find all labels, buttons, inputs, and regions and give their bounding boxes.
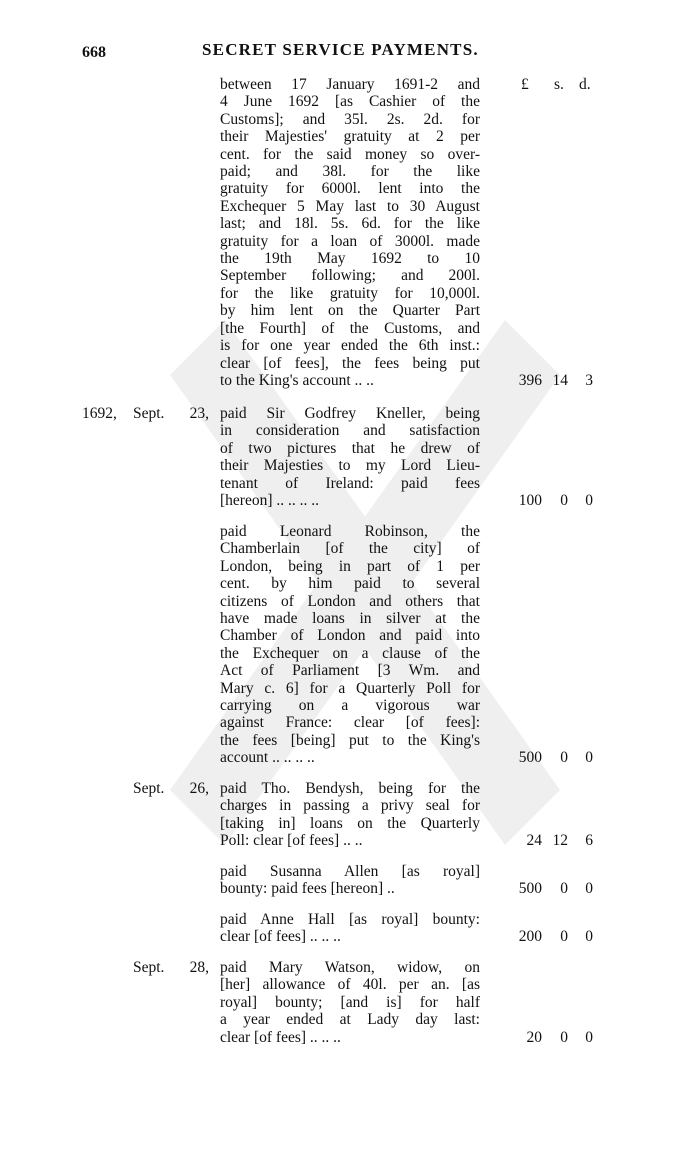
entry-text	[220, 959, 480, 1046]
text-line: between 17 January 1691-2 and	[220, 76, 480, 93]
text-line: clear [of fees], the fees being put	[220, 354, 480, 372]
text-line: [her] allowance of 40l. per an. [as	[220, 976, 480, 994]
text-line: paid Susanna Allen [as royal]	[220, 863, 480, 880]
pounds-column-header: £	[521, 76, 529, 93]
date-year: 1692,	[82, 405, 117, 422]
amount-pounds: 20	[526, 1029, 542, 1046]
amount-shillings: 0	[560, 880, 568, 897]
text-line: gratuity for 6000l. lent into the	[220, 180, 480, 198]
running-head: SECRET SERVICE PAYMENTS.	[202, 40, 479, 59]
text-line: [hereon] .. .. .. ..	[220, 492, 319, 510]
amount-pounds: 100	[518, 492, 542, 509]
entry-text	[220, 863, 480, 898]
amount-pence: 0	[585, 749, 593, 766]
text-line: paid; and 38l. for the like	[220, 163, 480, 181]
text-line: citizens of London and others that	[220, 592, 480, 610]
text-line: of two pictures that he drew of	[220, 439, 480, 457]
text-line: cent. for the said money so over-	[220, 145, 480, 163]
text-line: London, being in part of 1 per	[220, 557, 480, 575]
date-month: Sept.	[133, 959, 165, 976]
pence-column-header: d.	[579, 76, 591, 93]
amount-shillings: 12	[552, 832, 568, 849]
text-line: paid Anne Hall [as royal] bounty:	[220, 911, 480, 928]
entry-text	[220, 911, 480, 946]
text-line: Customs]; and 35l. 2s. 2d. for	[220, 110, 480, 128]
entry-text	[220, 523, 480, 767]
amount-pounds: 500	[518, 880, 542, 897]
amount-shillings: 0	[560, 749, 568, 766]
text-line: the Exchequer on a clause of the	[220, 644, 480, 662]
text-line: gratuity for a loan of 3000l. made	[220, 232, 480, 250]
amount-pounds: 396	[518, 372, 542, 389]
date-month: Sept.	[133, 405, 165, 422]
page-number: 668	[82, 44, 106, 61]
text-line: Chamber of London and paid into	[220, 627, 480, 645]
text-line: their Majesties' gratuity at 2 per	[220, 128, 480, 146]
text-line: the fees [being] put to the King's	[220, 731, 480, 749]
text-line: the 19th May 1692 to 10	[220, 250, 480, 268]
amount-shillings: 0	[560, 1029, 568, 1046]
amount-shillings: 0	[560, 928, 568, 945]
amount-pence: 0	[585, 1029, 593, 1046]
date-month: Sept.	[133, 780, 165, 797]
amount-pence: 3	[585, 372, 593, 389]
amount-pence: 0	[585, 880, 593, 897]
amount-pounds: 24	[526, 832, 542, 849]
text-line: [the Fourth] of the Customs, and	[220, 319, 480, 337]
text-line: [taking in] loans on the Quarterly	[220, 814, 480, 832]
text-line: paid Sir Godfrey Kneller, being	[220, 405, 480, 422]
text-line: last; and 18l. 5s. 6d. for the like	[220, 215, 480, 233]
text-line: tenant of Ireland: paid fees	[220, 474, 480, 492]
text-line: is for one year ended the 6th inst.:	[220, 337, 480, 355]
text-line: paid Tho. Bendysh, being for the	[220, 780, 480, 797]
text-line: against France: clear [of fees]:	[220, 714, 480, 732]
date-day: 23,	[189, 405, 209, 422]
entry-text	[220, 405, 480, 509]
date-day: 28,	[189, 959, 209, 976]
amount-pence: 6	[585, 832, 593, 849]
text-line: for the like gratuity for 10,000l.	[220, 284, 480, 302]
shillings-column-header: s.	[554, 76, 564, 93]
amount-pence: 0	[585, 492, 593, 509]
amount-pounds: 500	[518, 749, 542, 766]
amount-pence: 0	[585, 928, 593, 945]
text-line: royal] bounty; [and is] for half	[220, 993, 480, 1011]
text-line: September following; and 200l.	[220, 267, 480, 285]
text-line: cent. by him paid to several	[220, 575, 480, 593]
text-line: Exchequer 5 May last to 30 August	[220, 197, 480, 215]
text-line: a year ended at Lady day last:	[220, 1011, 480, 1029]
text-line: charges in passing a privy seal for	[220, 797, 480, 815]
amount-pounds: 200	[518, 928, 542, 945]
amount-shillings: 14	[552, 372, 568, 389]
text-line: clear [of fees] .. .. ..	[220, 928, 341, 946]
text-line: in consideration and satisfaction	[220, 422, 480, 440]
text-line: Poll: clear [of fees] .. ..	[220, 832, 363, 850]
entry-text	[220, 780, 480, 850]
text-line: by him lent on the Quarter Part	[220, 302, 480, 320]
text-line: Chamberlain [of the city] of	[220, 540, 480, 558]
entry-text	[220, 76, 480, 389]
text-line: to the King's account .. ..	[220, 371, 374, 389]
amount-shillings: 0	[560, 492, 568, 509]
text-line: 4 June 1692 [as Cashier of the	[220, 93, 480, 111]
text-line: paid Mary Watson, widow, on	[220, 959, 480, 976]
text-line: carrying on a vigorous war	[220, 697, 480, 715]
date-day: 26,	[189, 780, 209, 797]
text-line: paid Leonard Robinson, the	[220, 523, 480, 540]
text-line: Act of Parliament [3 Wm. and	[220, 662, 480, 680]
text-line: bounty: paid fees [hereon] ..	[220, 880, 395, 898]
text-line: their Majesties to my Lord Lieu-	[220, 457, 480, 475]
text-line: have made loans in silver at the	[220, 610, 480, 628]
text-line: Mary c. 6] for a Quarterly Poll for	[220, 679, 480, 697]
text-line: account .. .. .. ..	[220, 749, 315, 767]
text-line: clear [of fees] .. .. ..	[220, 1028, 341, 1046]
